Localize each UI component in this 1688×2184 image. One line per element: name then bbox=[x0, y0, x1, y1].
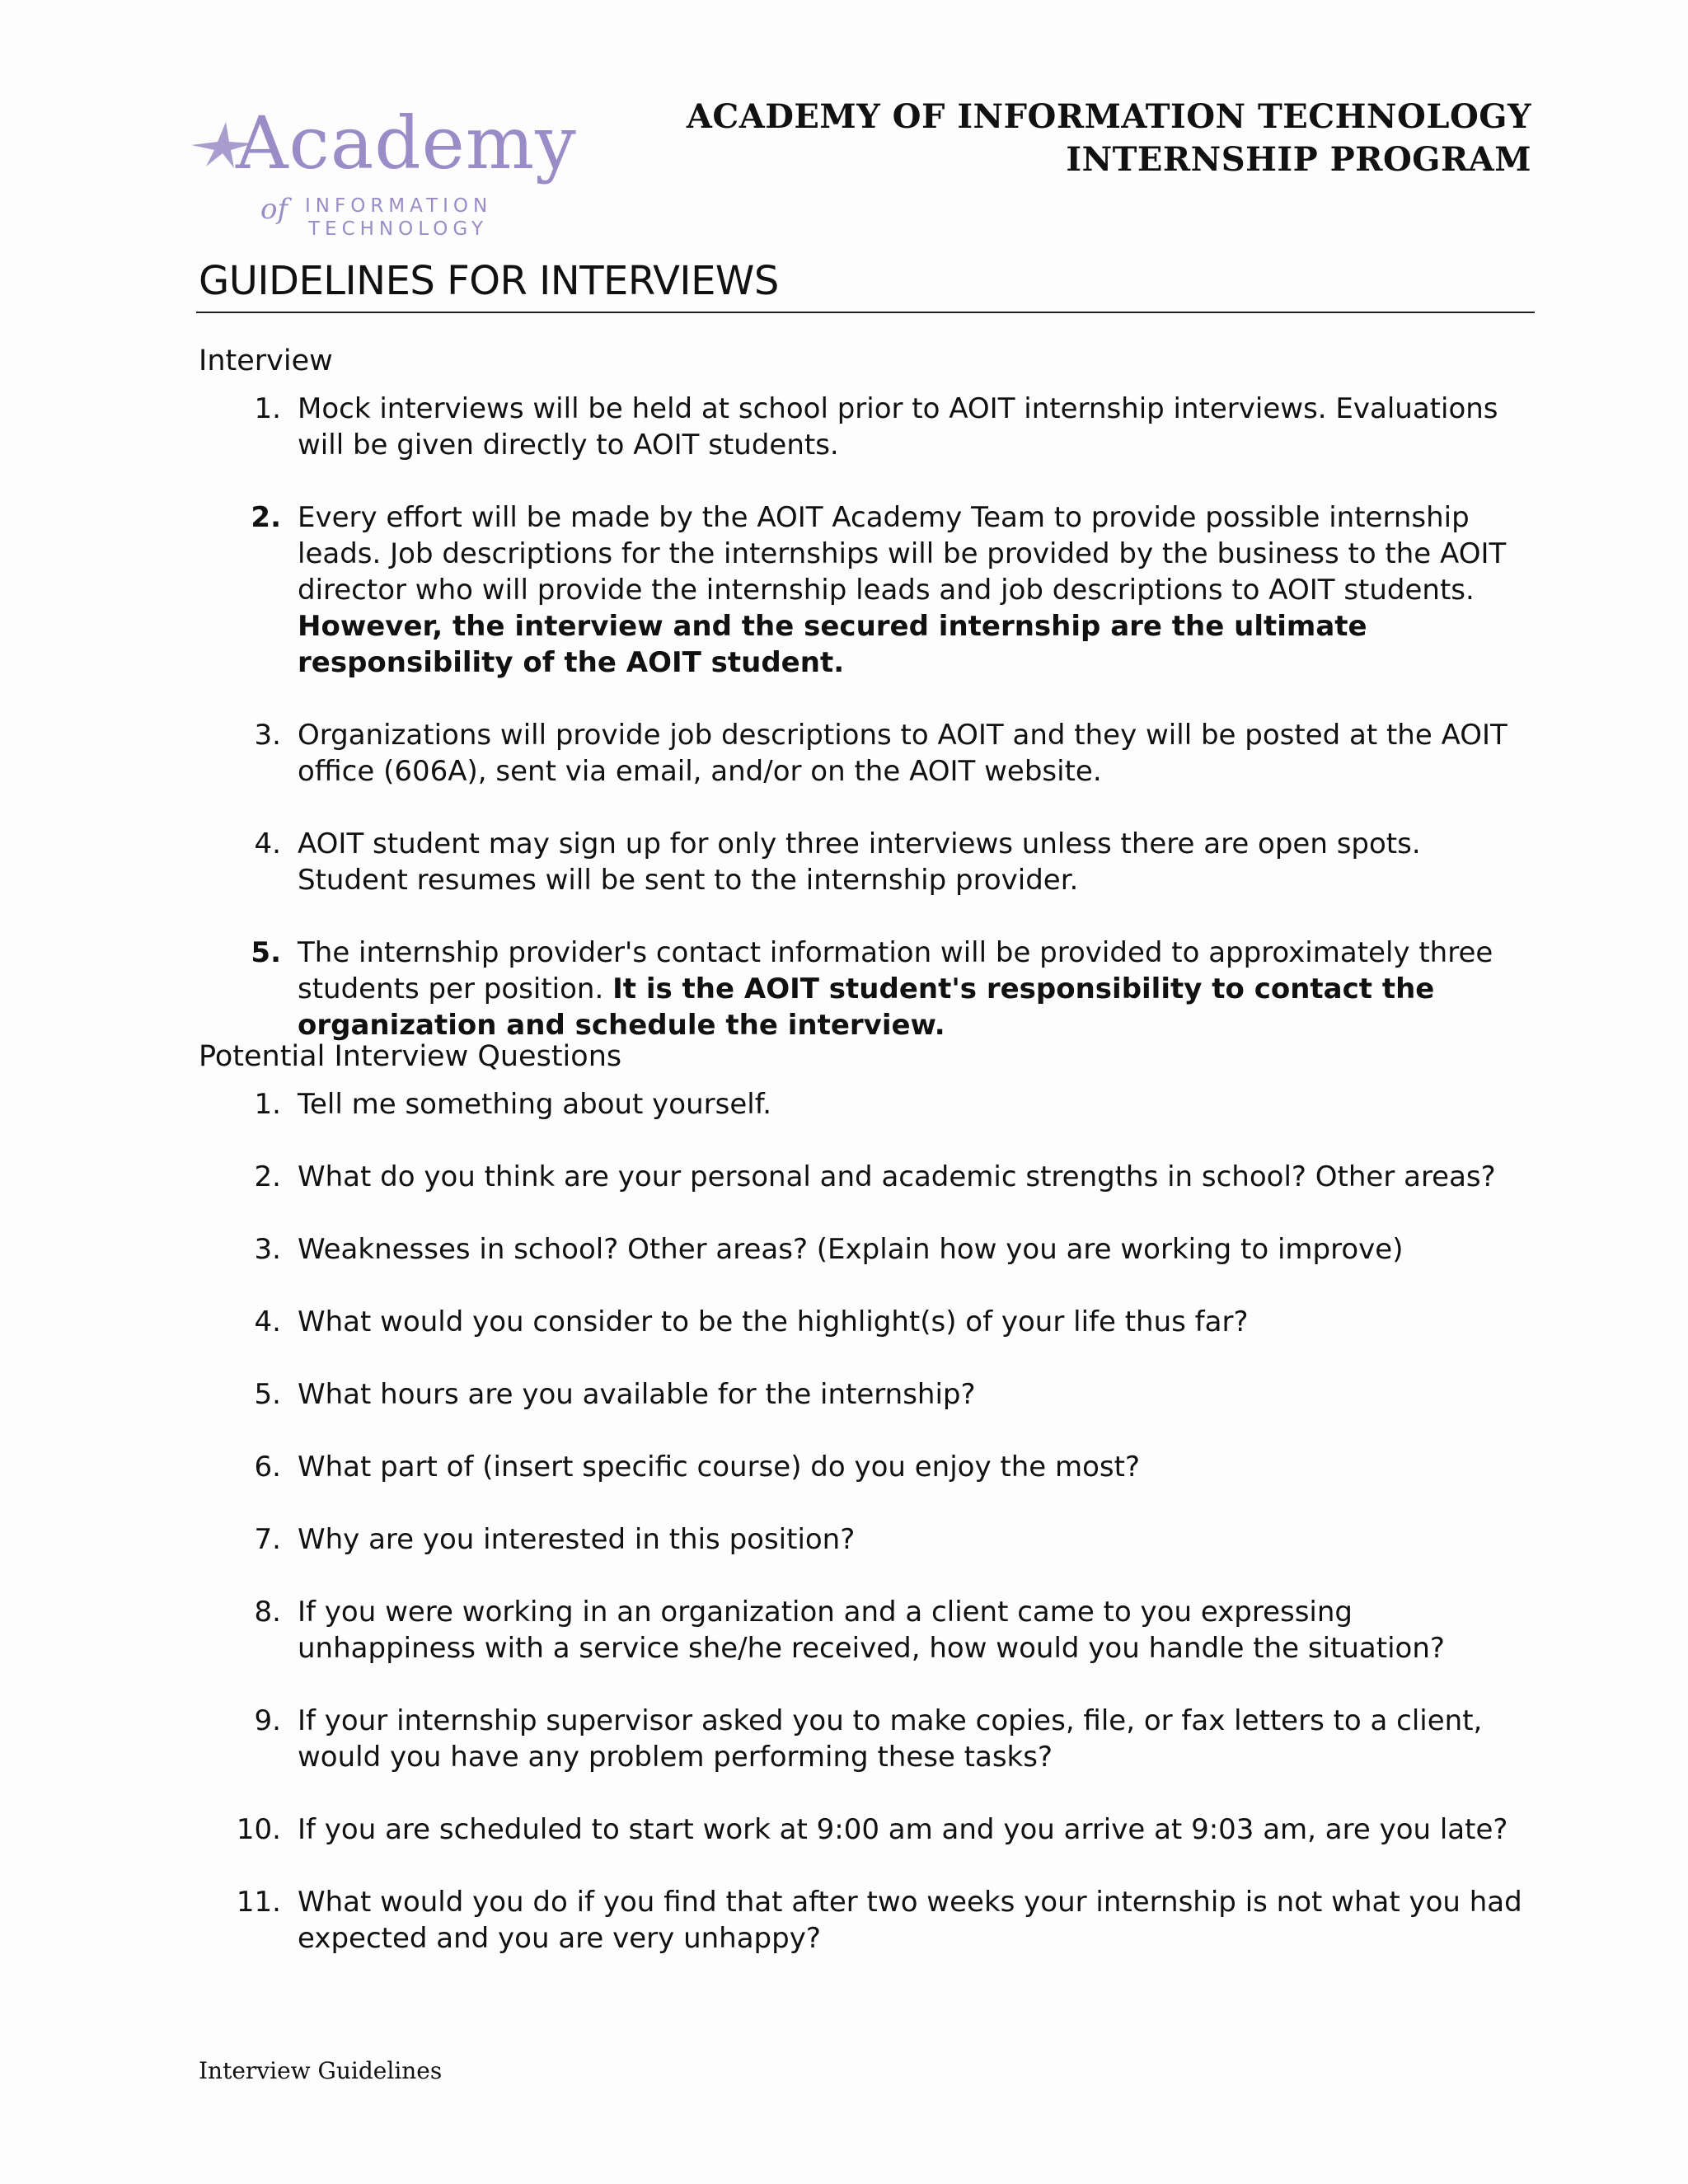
list-item-number: 2. bbox=[254, 1160, 281, 1193]
list-item-text: Mock interviews will be held at school prior to AOIT internship interviews. Evaluations will be given directly to AOIT students. bbox=[298, 392, 1498, 462]
list-item-number: 5. bbox=[254, 1378, 281, 1411]
list-item-number: 9. bbox=[254, 1704, 281, 1737]
program-header-line1: ACADEMY OF INFORMATION TECHNOLOGY bbox=[686, 97, 1531, 136]
list-item-text: If your internship supervisor asked you to make copies, file, or fax letters to a client, would you have any problem performing these tasks? bbox=[298, 1704, 1483, 1774]
list-item bbox=[199, 1884, 1534, 1957]
logo-wordmark: Academy bbox=[236, 101, 577, 185]
academy-logo bbox=[196, 92, 577, 241]
list-item-text: If you are scheduled to start work at 9:00 am and you arrive at 9:03 am, are you late? bbox=[298, 1813, 1508, 1846]
list-item bbox=[199, 826, 1534, 898]
list-item-emphasis: It is the AOIT student's responsibility to contact the organization and schedule the interview. bbox=[298, 972, 1435, 1042]
list-item bbox=[199, 1159, 1534, 1195]
page-footer: Interview Guidelines bbox=[199, 2057, 443, 2084]
interview-list bbox=[199, 391, 1534, 1043]
list-item bbox=[199, 391, 1534, 463]
list-item bbox=[199, 935, 1534, 1043]
list-item-number: 2. bbox=[251, 501, 281, 534]
list-item-number: 7. bbox=[254, 1523, 281, 1556]
list-item bbox=[199, 1703, 1534, 1775]
page-title: GUIDELINES FOR INTERVIEWS bbox=[199, 258, 779, 304]
logo-of: of bbox=[260, 193, 288, 226]
list-item-number: 4. bbox=[254, 827, 281, 860]
list-item-number: 3. bbox=[254, 719, 281, 752]
title-divider bbox=[196, 312, 1535, 313]
list-item-number: 8. bbox=[254, 1596, 281, 1629]
list-item-text: If you were working in an organization and a client came to you expressing unhappiness with a service she/he received, how would you handle the situation? bbox=[298, 1596, 1445, 1665]
list-item bbox=[199, 717, 1534, 790]
list-item bbox=[199, 1594, 1534, 1666]
list-item-text: The internship provider's contact information will be provided to approximately three students per position. bbox=[298, 936, 1493, 1005]
program-header bbox=[625, 96, 1531, 181]
list-item bbox=[199, 1086, 1534, 1122]
list-item-number: 1. bbox=[254, 392, 281, 425]
list-item-text: Tell me something about yourself. bbox=[298, 1088, 772, 1121]
list-item bbox=[199, 499, 1534, 681]
program-header-line2: INTERNSHIP PROGRAM bbox=[1066, 140, 1531, 179]
list-item-text: What hours are you available for the internship? bbox=[298, 1378, 976, 1411]
list-item bbox=[199, 1449, 1534, 1485]
questions-heading: Potential Interview Questions bbox=[199, 1040, 622, 1073]
list-item-text: What part of (insert specific course) do you enjoy the most? bbox=[298, 1451, 1140, 1483]
logo-subtitle-line1: INFORMATION bbox=[305, 195, 493, 217]
questions-list bbox=[199, 1086, 1534, 1957]
list-item-number: 6. bbox=[254, 1451, 281, 1483]
list-item-text: AOIT student may sign up for only three interviews unless there are open spots. Student resumes will be sent to the internship provider. bbox=[298, 827, 1421, 897]
list-item-text: What would you do if you find that after two weeks your internship is not what you had expected and you are very unhappy? bbox=[298, 1886, 1522, 1955]
list-item bbox=[199, 1376, 1534, 1413]
logo-subtitle bbox=[305, 194, 492, 241]
list-item bbox=[199, 1231, 1534, 1268]
list-item-number: 5. bbox=[251, 936, 281, 969]
interview-heading: Interview bbox=[199, 344, 333, 377]
list-item-text: What do you think are your personal and academic strengths in school? Other areas? bbox=[298, 1160, 1496, 1193]
list-item-number: 11. bbox=[236, 1886, 281, 1919]
list-item bbox=[199, 1811, 1534, 1848]
list-item-number: 4. bbox=[254, 1305, 281, 1338]
logo-subtitle-line2: TECHNOLOGY bbox=[308, 218, 489, 240]
list-item-text: Every effort will be made by the AOIT Academy Team to provide possible internship leads. Job descriptions for the internships will be provided by the business to the AOIT director who will provide the internship leads and job descriptions to AOIT students. bbox=[298, 501, 1507, 607]
list-item-number: 10. bbox=[236, 1813, 281, 1846]
list-item-text: Why are you interested in this position? bbox=[298, 1523, 856, 1556]
list-item-text: What would you consider to be the highlight(s) of your life thus far? bbox=[298, 1305, 1249, 1338]
list-item-text: Organizations will provide job descriptions to AOIT and they will be posted at the AOIT office (606A), sent via email, and/or on the AOIT website. bbox=[298, 719, 1507, 788]
list-item bbox=[199, 1521, 1534, 1558]
list-item-text: Weaknesses in school? Other areas? (Explain how you are working to improve) bbox=[298, 1233, 1404, 1266]
list-item-number: 1. bbox=[254, 1088, 281, 1121]
list-item-number: 3. bbox=[254, 1233, 281, 1266]
list-item bbox=[199, 1304, 1534, 1340]
list-item-emphasis: However, the interview and the secured internship are the ultimate responsibility of the AOIT student. bbox=[298, 610, 1367, 679]
